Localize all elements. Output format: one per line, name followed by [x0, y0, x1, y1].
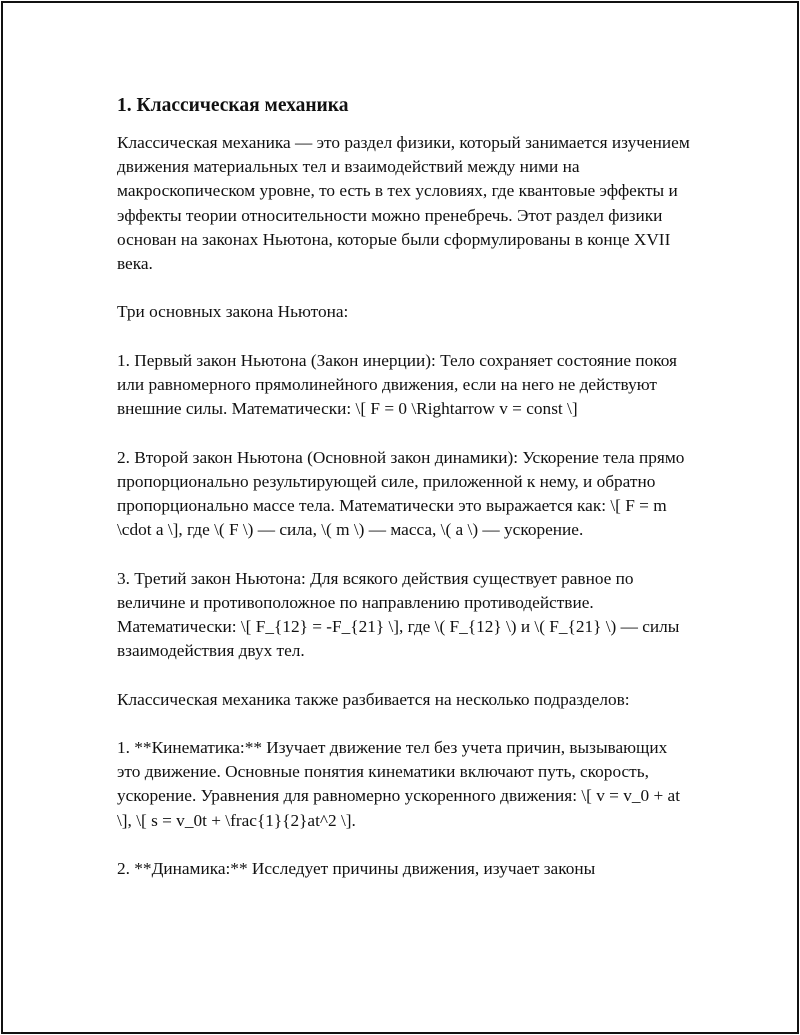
intro-paragraph: Классическая механика — это раздел физики, который занимается изучением движения материальных тел и взаимодействий между ними на макроскопическом уровне, то есть в тех условиях, где квантовые эффекты и эффекты теории относительности можно пренебречь. Этот раздел физики основан на законах Ньютона, которые были сформулированы в конце XVII века. [117, 133, 690, 274]
subsections-paragraph: Классическая механика также разбивается на несколько подразделов: [117, 689, 630, 709]
dynamics-paragraph: 2. **Динамика:** Исследует причины движения, изучает законы [117, 858, 596, 878]
section-title: 1. Классическая механика [117, 95, 349, 116]
laws-heading-paragraph: Три основных закона Ньютона: [117, 302, 349, 322]
document-body [117, 93, 692, 905]
second-law-paragraph: 2. Второй закон Ньютона (Основной закон динамики): Ускорение тела прямо пропорционально результирующей силе, приложенной к нему, и обратно пропорционально массе тела. Математически это выражается как: \[ F = m \cdot a \], где \( F \) — сила, \( m \) — масса, \( a \) — ускорение. [117, 447, 685, 540]
kinematics-paragraph: 1. **Кинематика:** Изучает движение тел без учета причин, вызывающих это движение. Основные понятия кинематики включают путь, скорость, ускорение. Уравнения для равномерно ускоренного движения: \[ v = v_0 + at \], \[ s = v_0t + \frac{1}{2}at^2 \]. [117, 737, 680, 830]
third-law-paragraph: 3. Третий закон Ньютона: Для всякого действия существует равное по величине и противоположное по направлению противодействие. Математически: \[ F_{12} = -F_{21} \], где \( F_{12} \) и \( F_{21} \) — силы взаимодействия двух тел. [117, 568, 680, 661]
first-law-paragraph: 1. Первый закон Ньютона (Закон инерции): Тело сохраняет состояние покоя или равномерного прямолинейного движения, если на него не действуют внешние силы. Математически: \[ F = 0 \Rightarrow v = const \] [117, 350, 677, 419]
